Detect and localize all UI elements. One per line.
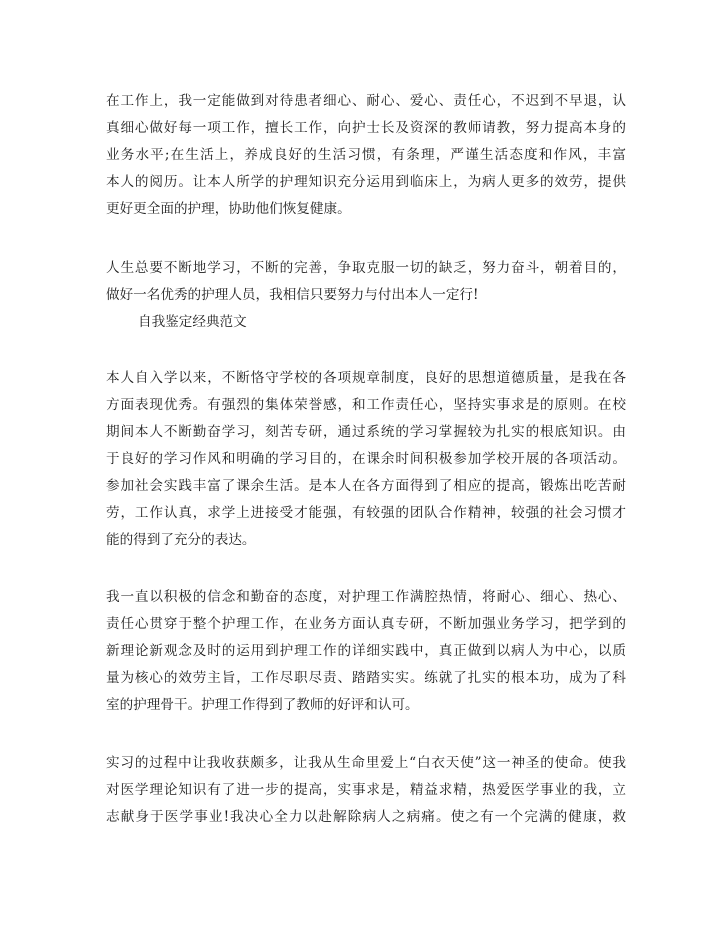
paragraph-3-line-7: 能的得到了充分的表达。 [106, 532, 256, 548]
paragraph-1-line-4: 本人的阅历。让本人所学的护理知识充分运用到临床上，为病人更多的效劳，提供 [106, 174, 626, 190]
paragraph-3-line-6: 劳，工作认真，求学上进接受才能强，有较强的团队合作精神，较强的社会习惯才 [106, 505, 626, 521]
paragraph-1-line-5: 更好更全面的护理，协助他们恢复健康。 [106, 201, 351, 217]
section-heading: 自我鉴定经典范文 [138, 314, 247, 330]
paragraph-1-line-1: 在工作上，我一定能做到对待患者细心、耐心、爱心、责任心，不迟到不早退，认 [106, 93, 626, 109]
paragraph-4-line-5: 室的护理骨干。护理工作得到了教师的好评和认可。 [106, 697, 419, 713]
paragraph-1-line-3: 业务水平;在生活上，养成良好的生活习惯，有条理，严谨生活态度和作风，丰富 [106, 147, 626, 163]
paragraph-5-line-2: 对医学理论知识有了进一步的提高，实事求是，精益求精，热爱医学事业的我，立 [106, 782, 626, 798]
paragraph-3-line-1: 本人自入学以来，不断恪守学校的各项规章制度，良好的思想道德质量，是我在各 [106, 370, 626, 386]
paragraph-2-line-1: 人生总要不断地学习，不断的完善，争取克服一切的缺乏，努力奋斗，朝着目的， [106, 260, 626, 276]
paragraph-4-line-1: 我一直以积极的信念和勤奋的态度，对护理工作满腔热情，将耐心、细心、热心、 [106, 589, 626, 605]
paragraph-3-line-2: 方面表现优秀。有强烈的集体荣誉感，和工作责任心，坚持实事求是的原则。在校 [106, 397, 626, 413]
paragraph-4-line-4: 量为核心的效劳主旨，工作尽职尽责、踏踏实实。练就了扎实的根本功，成为了科 [106, 670, 626, 686]
paragraph-1-line-2: 真细心做好每一项工作，擅长工作，向护士长及资深的教师请教，努力提高本身的 [106, 120, 626, 136]
paragraph-5-line-1: 实习的过程中让我收获颇多，让我从生命里爱上“白衣天使”这一神圣的使命。使我 [106, 755, 626, 771]
paragraph-5-line-3: 志献身于医学事业!我决心全力以赴解除病人之病痛。使之有一个完满的健康，救 [106, 809, 626, 825]
paragraph-4-line-2: 责任心贯穿于整个护理工作，在业务方面认真专研，不断加强业务学习，把学到的 [106, 616, 626, 632]
paragraph-3-line-4: 于良好的学习作风和明确的学习目的，在课余时间积极参加学校开展的各项活动。 [106, 451, 626, 467]
paragraph-3-line-3: 期间本人不断勤奋学习，刻苦专研，通过系统的学习掌握较为扎实的根底知识。由 [106, 424, 626, 440]
paragraph-3-line-5: 参加社会实践丰富了课余生活。是本人在各方面得到了相应的提高，锻炼出吃苦耐 [106, 478, 626, 494]
paragraph-2-line-2: 做好一名优秀的护理人员，我相信只要努力与付出本人一定行! [106, 287, 479, 303]
paragraph-4-line-3: 新理论新观念及时的运用到护理工作的详细实践中，真正做到以病人为中心，以质 [106, 643, 626, 659]
